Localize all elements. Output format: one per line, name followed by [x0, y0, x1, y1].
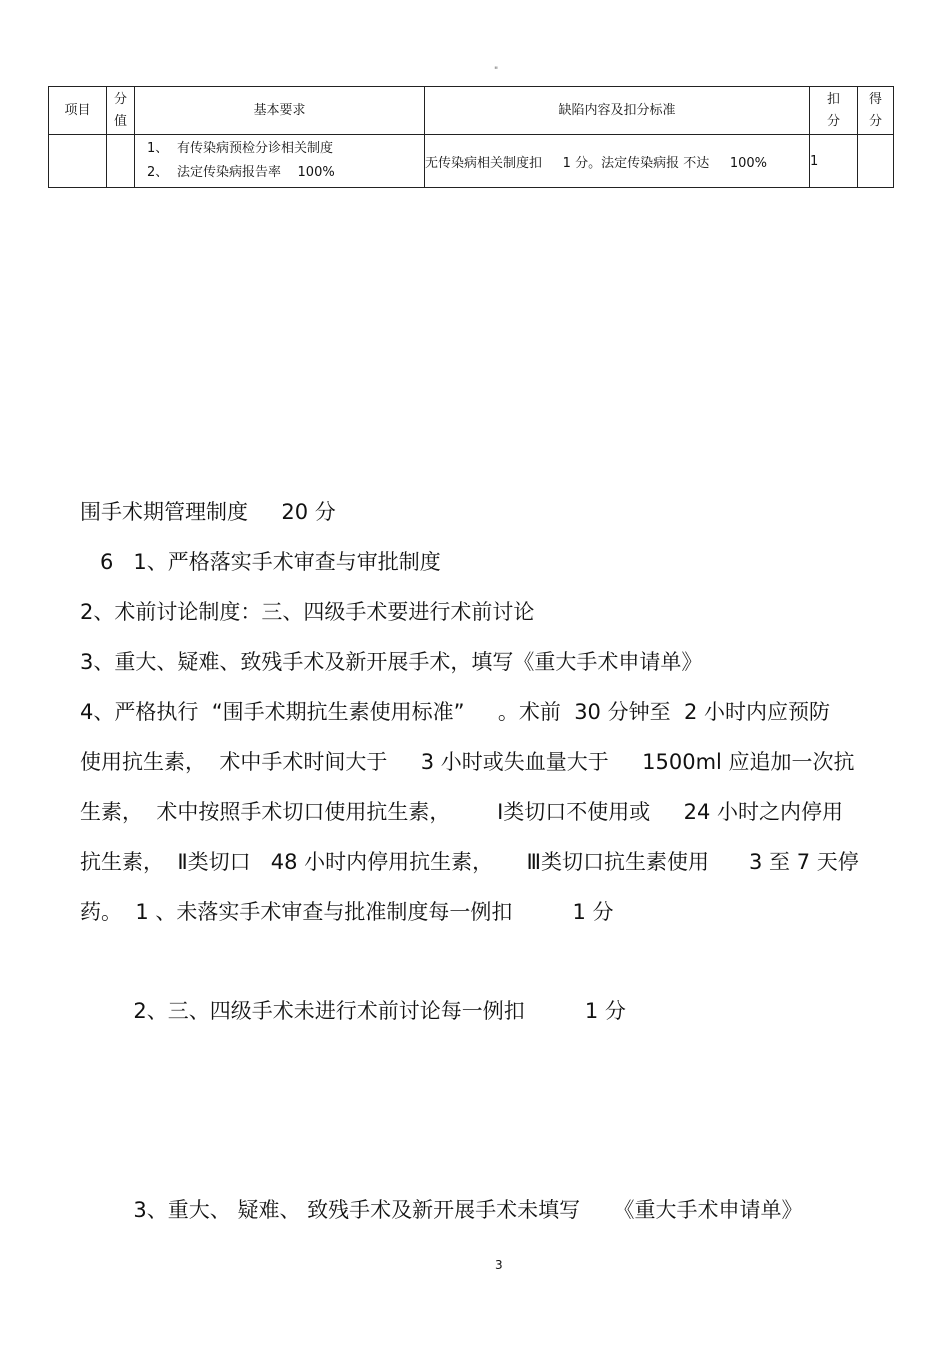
header-deduct-top: 扣	[826, 91, 840, 107]
cell-defect-standard: 无传染病相关制度扣 1 分。法定传染病报 不达 100%	[425, 135, 810, 188]
body-line: 4、严格执行 “围手术期抗生素使用标准” 。术前 30 分钟至 2 小时内应预防	[80, 700, 830, 724]
header-score-top: 分	[113, 91, 127, 107]
body-line: 抗生素， Ⅱ类切口 48 小时内停用抗生素， Ⅲ类切口抗生素使用 3 至 7 天停	[80, 850, 859, 874]
header-item: 项目	[49, 87, 107, 135]
body-line: 2、三、四级手术未进行术前讨论每一例扣 1 分	[80, 999, 626, 1023]
body-line: 使用抗生素， 术中手术时间大于 3 小时或失血量大于 1500ml 应追加一次抗	[80, 750, 855, 774]
requirement-1-text: 有传染病预检分诊相关制度	[177, 141, 334, 156]
cell-get	[858, 135, 894, 188]
body-line: 3、重大、 疑难、 致残手术及新开展手术未填写 《重大手术申请单》	[80, 1198, 803, 1222]
requirement-line-2	[135, 161, 424, 185]
requirement-line-1	[135, 137, 424, 161]
header-get-bottom: 分	[868, 113, 882, 129]
requirement-1-number: 1、	[147, 141, 169, 156]
header-mark: "	[494, 66, 499, 76]
section-heading: 围手术期管理制度 20 分	[80, 500, 336, 524]
table-header-row	[49, 87, 894, 135]
page-number: 3	[495, 1258, 503, 1272]
header-defect-standard: 缺陷内容及扣分标准	[425, 87, 810, 135]
body-line: 3、重大、疑难、致残手术及新开展手术，填写《重大手术申请单》	[80, 650, 703, 674]
body-line: 2、术前讨论制度：三、四级手术要进行术前讨论	[80, 600, 535, 624]
cell-item	[49, 135, 107, 188]
header-basic-requirements: 基本要求	[135, 87, 425, 135]
header-get	[858, 87, 894, 135]
header-score-bottom: 值	[113, 113, 127, 129]
header-score	[107, 87, 135, 135]
cell-basic-requirements	[135, 135, 425, 188]
header-deduct-bottom: 分	[826, 113, 840, 129]
requirement-2-text: 法定传染病报告率 100%	[177, 165, 335, 180]
requirement-2-number: 2、	[147, 165, 169, 180]
body-line: 药。 1 、未落实手术审查与批准制度每一例扣 1 分	[80, 900, 614, 924]
header-get-top: 得	[868, 91, 882, 107]
cell-score	[107, 135, 135, 188]
scoring-table	[48, 86, 894, 188]
table-row	[49, 135, 894, 188]
body-line: 生素， 术中按照手术切口使用抗生素， Ⅰ类切口不使用或 24 小时之内停用	[80, 800, 844, 824]
body-line: 6 1、严格落实手术审查与审批制度	[80, 550, 441, 574]
header-deduct	[810, 87, 858, 135]
cell-deduct: 1	[810, 135, 858, 188]
